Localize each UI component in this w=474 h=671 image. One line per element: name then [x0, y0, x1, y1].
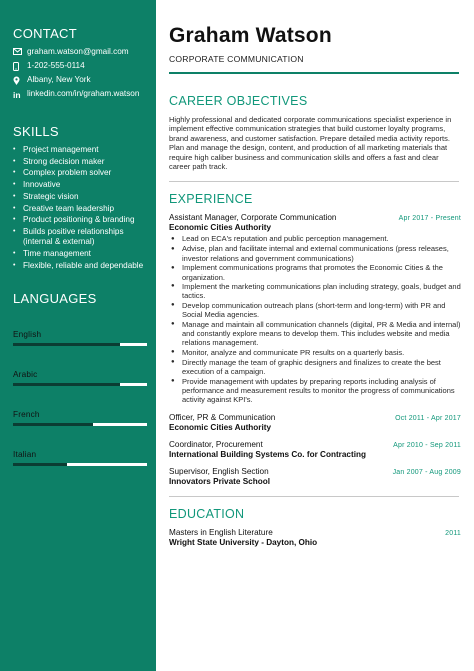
education-degree: Masters in English Literature: [169, 527, 273, 537]
language-item: [13, 330, 148, 346]
bullet-icon: •: [13, 169, 16, 177]
job-date: Apr 2010 - Sep 2011: [393, 441, 461, 449]
list-item: ● Implement the marketing communications plan including strategy, goals, budget and tactics.: [171, 281, 461, 301]
bullet-icon: •: [13, 181, 16, 189]
main-content: [169, 0, 461, 547]
education-heading: EDUCATION: [169, 506, 245, 521]
objectives-text: Highly professional and dedicated corporate communications specialist experience in implement effective communication strategies that build customer loyalty programs, brand awareness, and customer satisfaction. Prepare detailed media activity reports. Plan and manage the design, content, and production of all marketing materials that require high caliber business and communication skills and offers a fast and clear career path track.: [169, 115, 452, 172]
list-item: ● Manage and maintain all communication channels (digital, PR & Media and internal) and constantly explore means to develop them. This includes website and media relations management.: [171, 319, 461, 348]
bullet-icon: •: [13, 261, 16, 269]
skill-item: • Builds positive relationships (internal & external): [13, 226, 124, 247]
skill-item: • Project management: [13, 145, 99, 154]
bullet-icon: ●: [171, 235, 175, 242]
language-name: English: [13, 329, 42, 339]
job-date: Apr 2017 - Present: [398, 215, 461, 223]
skill-item: • Time management: [13, 248, 91, 258]
contact-phone-text: 1-202-555-0114: [27, 61, 85, 70]
language-level-fill: [13, 423, 93, 426]
skill-item: • Flexible, reliable and dependable: [13, 260, 144, 270]
list-item: ● Monitor, analyze and communicate PR results on a quarterly basis.: [171, 347, 405, 357]
contact-phone[interactable]: [13, 61, 148, 71]
language-item: [13, 450, 148, 466]
bullet-icon: ●: [171, 302, 175, 309]
skill-item: • Strong decision maker: [13, 156, 105, 166]
contact-linkedin[interactable]: [13, 89, 148, 100]
job-entry: [169, 467, 461, 486]
language-level-fill: [13, 463, 67, 466]
language-level-bar: [13, 423, 147, 426]
linkedin-icon: in: [13, 90, 21, 100]
job-entry: [169, 440, 461, 459]
experience-heading: EXPERIENCE: [169, 192, 253, 207]
list-item: ● Lead on ECA's reputation and public perception management.: [171, 234, 389, 244]
skills-list: [13, 145, 148, 271]
bullet-icon: ●: [171, 349, 175, 356]
bullet-icon: ●: [171, 359, 175, 366]
job-title: Supervisor, English Section: [169, 466, 269, 476]
bullet-icon: •: [13, 192, 16, 200]
language-item: [13, 410, 148, 426]
bullet-icon: •: [13, 204, 16, 212]
skill-item: • Product positioning & branding: [13, 215, 135, 225]
list-item: ● Implement communications programs that promotes the Economic Cities & the organization.: [171, 263, 443, 282]
job-date: Jan 2007 - Aug 2009: [392, 468, 461, 476]
language-item: [13, 370, 148, 386]
bullet-icon: •: [13, 249, 16, 257]
contact-email[interactable]: [13, 47, 148, 57]
contact-location: [13, 75, 148, 85]
bullet-icon: •: [13, 157, 16, 165]
language-name: Arabic: [13, 369, 38, 379]
bullet-icon: ●: [171, 378, 175, 385]
job-responsibilities: [169, 234, 461, 404]
job-entry: [169, 213, 461, 404]
contact-heading: CONTACT: [13, 26, 77, 41]
skills-heading: SKILLS: [13, 124, 59, 139]
language-level-bar: [13, 383, 147, 386]
skill-item: • Innovative: [13, 180, 61, 190]
job-title: Coordinator, Procurement: [169, 439, 263, 449]
list-item: ● Provide management with updates by preparing reports including analysis of performance and measurement results to monitor the progress of communications activity against KPI's.: [171, 376, 455, 405]
contact-location-text: Albany, New York: [27, 75, 91, 84]
language-level-fill: [13, 343, 120, 346]
education-school: Wright State University - Dayton, Ohio: [169, 537, 318, 547]
candidate-name: Graham Watson: [169, 24, 332, 47]
envelope-icon: [13, 47, 27, 55]
job-organization: Economic Cities Authority: [169, 223, 272, 233]
language-name: French: [13, 409, 40, 419]
location-pin-icon: [13, 75, 27, 85]
bullet-icon: •: [13, 227, 16, 235]
bullet-icon: ●: [171, 283, 175, 290]
section-divider: [169, 496, 459, 497]
bullet-icon: ●: [171, 264, 175, 271]
skill-item: • Strategic vision: [13, 191, 79, 201]
skill-item: • Creative team leadership: [13, 203, 115, 213]
bullet-icon: •: [13, 216, 16, 224]
bullet-icon: ●: [171, 245, 175, 252]
job-entry: [169, 413, 461, 432]
contact-linkedin-text: linkedin.com/in/graham.watson: [27, 89, 140, 98]
job-organization: International Building Systems Co. for Contracting: [169, 449, 366, 459]
section-divider: [169, 181, 459, 182]
phone-icon: [13, 61, 27, 71]
education-entry: [169, 528, 461, 547]
languages-heading: LANGUAGES: [13, 290, 97, 306]
skill-item: • Complex problem solver: [13, 168, 112, 178]
objectives-heading: CAREER OBJECTIVES: [169, 94, 308, 108]
candidate-title: CORPORATE COMMUNICATION: [169, 54, 304, 64]
job-title: Officer, PR & Communication: [169, 412, 276, 422]
sidebar: [0, 0, 156, 671]
bullet-icon: •: [13, 146, 16, 153]
list-item: ● Develop communication outreach plans (short-term and long-term) with PR and Social Media agencies.: [171, 300, 446, 320]
job-title: Assistant Manager, Corporate Communication: [169, 213, 337, 223]
language-level-bar: [13, 463, 147, 466]
list-item: ● Advise, plan and facilitate internal and external communications (press releases, investor relations and government communications): [171, 244, 449, 263]
list-item: ● Directly manage the team of graphic designers and finalizes to create the best execution of a campaign.: [171, 357, 441, 377]
language-name: Italian: [13, 449, 37, 459]
job-date: Oct 2011 - Apr 2017: [395, 414, 461, 422]
language-level-fill: [13, 383, 120, 386]
job-organization: Economic Cities Authority: [169, 422, 272, 432]
contact-email-text: graham.watson@gmail.com: [27, 47, 129, 56]
bullet-icon: ●: [171, 321, 175, 328]
language-level-bar: [13, 343, 147, 346]
job-organization: Innovators Private School: [169, 476, 271, 486]
education-date: 2011: [445, 529, 461, 537]
